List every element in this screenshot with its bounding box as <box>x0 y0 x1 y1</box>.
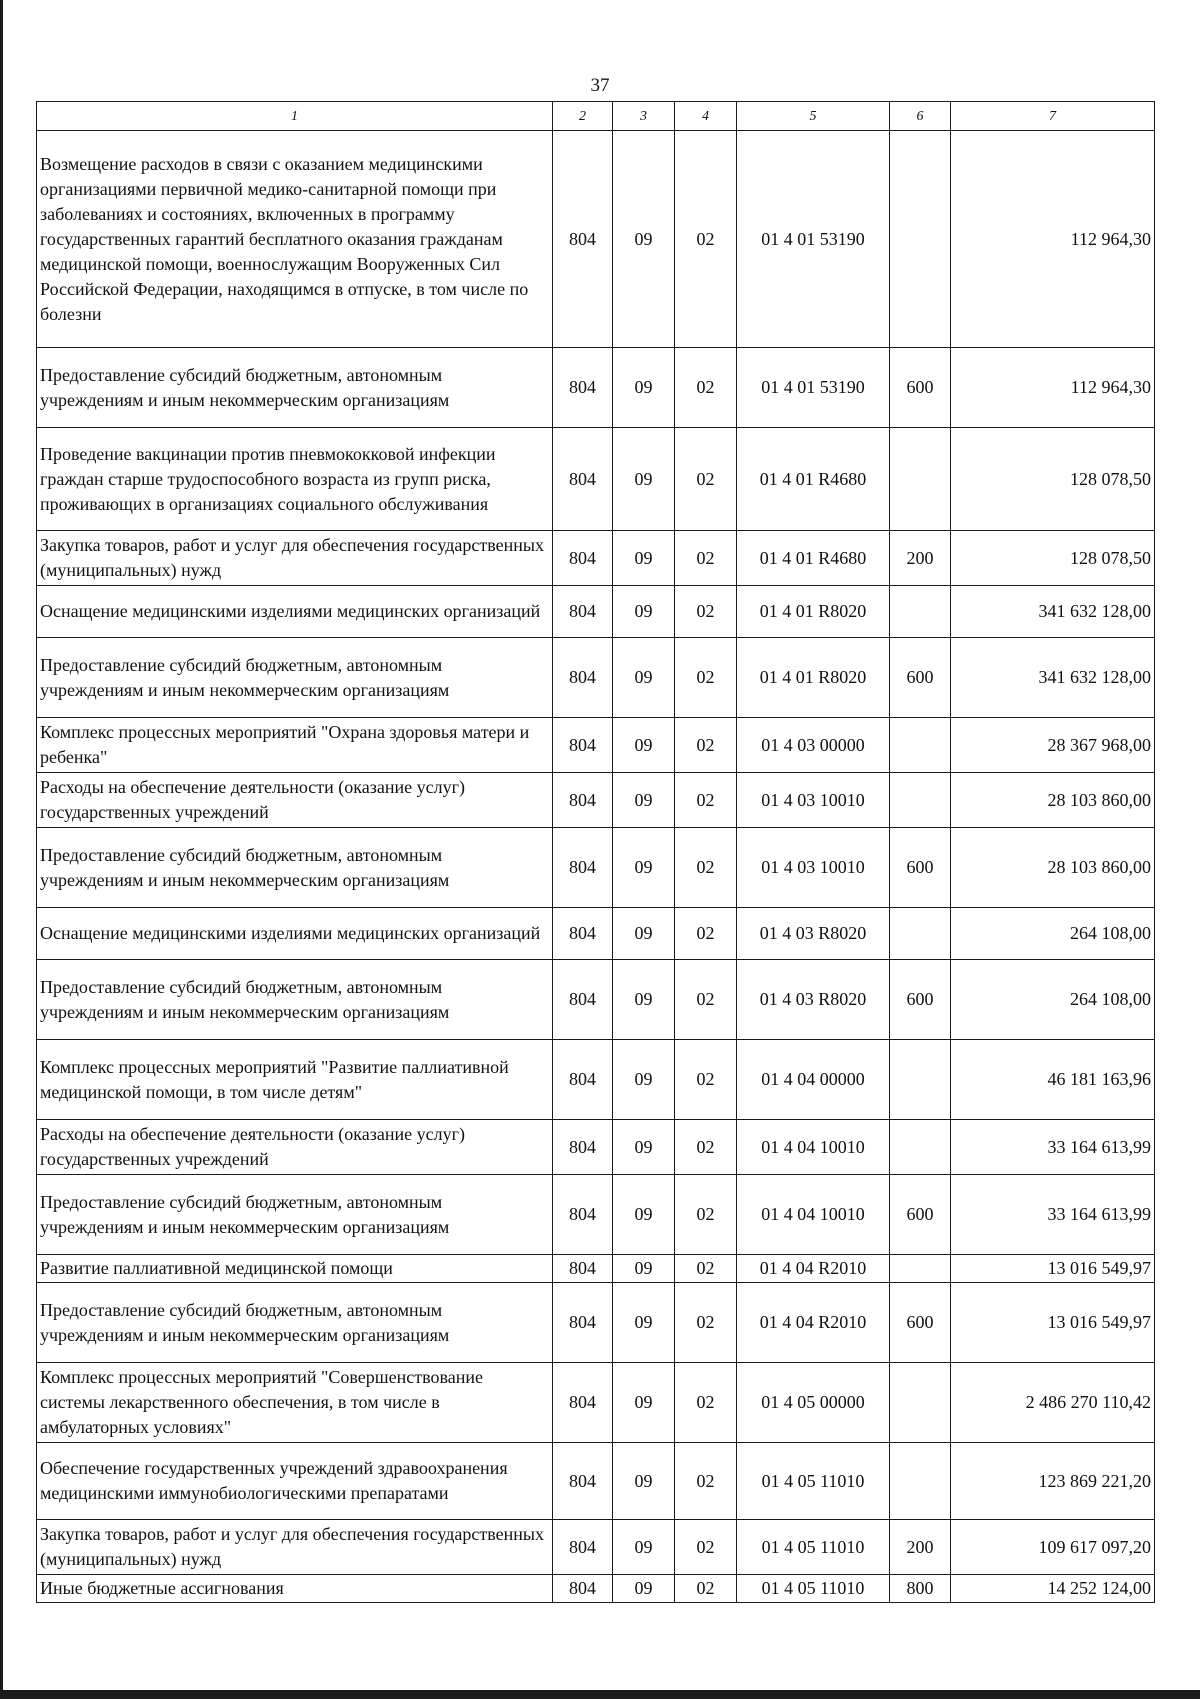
code-ministry: 804 <box>553 131 613 348</box>
code-expense-type: 600 <box>890 1175 951 1255</box>
code-ministry: 804 <box>553 1120 613 1175</box>
code-expense-type <box>890 428 951 531</box>
code-target-article: 01 4 03 00000 <box>737 718 890 773</box>
header-col-7: 7 <box>951 102 1155 131</box>
code-target-article: 01 4 05 11010 <box>737 1443 890 1520</box>
code-ministry: 804 <box>553 428 613 531</box>
code-section: 09 <box>613 531 675 586</box>
table-row <box>37 1443 1155 1520</box>
code-subsection: 02 <box>675 1283 737 1363</box>
budget-table <box>36 101 1155 1603</box>
code-expense-type: 600 <box>890 348 951 428</box>
table-row <box>37 428 1155 531</box>
expense-name: Возмещение расходов в связи с оказанием медицинскими организациями первичной медико-санитарной помощи при заболеваниях и состояниях, включенных в программу государственных гарантий бесплатного оказания гражданам медицинской помощи, военнослужащим Вооруженных Сил Российской Федерации, находящимся в отпуске, в том числе по болезни <box>37 131 553 348</box>
code-target-article: 01 4 01 R4680 <box>737 428 890 531</box>
code-expense-type: 200 <box>890 531 951 586</box>
code-section: 09 <box>613 1443 675 1520</box>
code-expense-type <box>890 1040 951 1120</box>
table-body <box>37 131 1155 1603</box>
code-subsection: 02 <box>675 1255 737 1283</box>
expense-name: Закупка товаров, работ и услуг для обеспечения государственных (муниципальных) нужд <box>37 1520 553 1575</box>
expense-name: Предоставление субсидий бюджетным, автономным учреждениям и иным некоммерческим организациям <box>37 638 553 718</box>
table-row <box>37 773 1155 828</box>
code-subsection: 02 <box>675 1575 737 1603</box>
amount: 341 632 128,00 <box>951 638 1155 718</box>
table-row <box>37 1575 1155 1603</box>
code-ministry: 804 <box>553 348 613 428</box>
table-row <box>37 1283 1155 1363</box>
header-col-4: 4 <box>675 102 737 131</box>
code-ministry: 804 <box>553 531 613 586</box>
code-section: 09 <box>613 718 675 773</box>
code-ministry: 804 <box>553 960 613 1040</box>
code-expense-type <box>890 586 951 638</box>
code-section: 09 <box>613 586 675 638</box>
amount: 2 486 270 110,42 <box>951 1363 1155 1443</box>
code-subsection: 02 <box>675 131 737 348</box>
code-subsection: 02 <box>675 531 737 586</box>
code-section: 09 <box>613 428 675 531</box>
scan-edge-left <box>0 0 3 1699</box>
code-expense-type: 600 <box>890 828 951 908</box>
expense-name: Проведение вакцинации против пневмококковой инфекции граждан старше трудоспособного возраста из групп риска, проживающих в организациях социального обслуживания <box>37 428 553 531</box>
amount: 14 252 124,00 <box>951 1575 1155 1603</box>
code-section: 09 <box>613 828 675 908</box>
code-subsection: 02 <box>675 718 737 773</box>
header-col-3: 3 <box>613 102 675 131</box>
code-expense-type <box>890 1255 951 1283</box>
code-section: 09 <box>613 960 675 1040</box>
expense-name: Расходы на обеспечение деятельности (оказание услуг) государственных учреждений <box>37 1120 553 1175</box>
code-target-article: 01 4 05 11010 <box>737 1520 890 1575</box>
code-expense-type <box>890 908 951 960</box>
code-target-article: 01 4 01 53190 <box>737 348 890 428</box>
code-section: 09 <box>613 1255 675 1283</box>
expense-name: Закупка товаров, работ и услуг для обеспечения государственных (муниципальных) нужд <box>37 531 553 586</box>
code-subsection: 02 <box>675 1443 737 1520</box>
expense-name: Обеспечение государственных учреждений здравоохранения медицинскими иммунобиологическими препаратами <box>37 1443 553 1520</box>
table-row <box>37 586 1155 638</box>
code-expense-type <box>890 773 951 828</box>
code-section: 09 <box>613 348 675 428</box>
code-target-article: 01 4 04 R2010 <box>737 1283 890 1363</box>
table-row <box>37 131 1155 348</box>
code-target-article: 01 4 03 R8020 <box>737 908 890 960</box>
code-target-article: 01 4 01 R4680 <box>737 531 890 586</box>
code-target-article: 01 4 05 11010 <box>737 1575 890 1603</box>
table-row <box>37 1255 1155 1283</box>
code-target-article: 01 4 01 53190 <box>737 131 890 348</box>
amount: 33 164 613,99 <box>951 1120 1155 1175</box>
code-expense-type: 800 <box>890 1575 951 1603</box>
expense-name: Расходы на обеспечение деятельности (оказание услуг) государственных учреждений <box>37 773 553 828</box>
code-subsection: 02 <box>675 828 737 908</box>
code-target-article: 01 4 03 10010 <box>737 773 890 828</box>
amount: 13 016 549,97 <box>951 1255 1155 1283</box>
amount: 123 869 221,20 <box>951 1443 1155 1520</box>
code-ministry: 804 <box>553 1283 613 1363</box>
header-row <box>37 102 1155 131</box>
code-target-article: 01 4 05 00000 <box>737 1363 890 1443</box>
header-col-6: 6 <box>890 102 951 131</box>
header-col-2: 2 <box>553 102 613 131</box>
scan-edge-bottom <box>0 1690 1200 1699</box>
table-row <box>37 1120 1155 1175</box>
code-expense-type: 600 <box>890 1283 951 1363</box>
amount: 264 108,00 <box>951 960 1155 1040</box>
expense-name: Предоставление субсидий бюджетным, автономным учреждениям и иным некоммерческим организациям <box>37 1283 553 1363</box>
code-subsection: 02 <box>675 1363 737 1443</box>
code-subsection: 02 <box>675 586 737 638</box>
table-row <box>37 718 1155 773</box>
code-subsection: 02 <box>675 428 737 531</box>
code-expense-type <box>890 718 951 773</box>
expense-name: Комплекс процессных мероприятий "Развитие паллиативной медицинской помощи, в том числе детям" <box>37 1040 553 1120</box>
header-col-5: 5 <box>737 102 890 131</box>
code-subsection: 02 <box>675 773 737 828</box>
amount: 28 367 968,00 <box>951 718 1155 773</box>
expense-name: Предоставление субсидий бюджетным, автономным учреждениям и иным некоммерческим организациям <box>37 348 553 428</box>
amount: 109 617 097,20 <box>951 1520 1155 1575</box>
table-header <box>37 102 1155 131</box>
header-col-1: 1 <box>37 102 553 131</box>
code-ministry: 804 <box>553 718 613 773</box>
code-target-article: 01 4 04 10010 <box>737 1175 890 1255</box>
code-expense-type <box>890 1120 951 1175</box>
code-expense-type <box>890 1363 951 1443</box>
expense-name: Предоставление субсидий бюджетным, автономным учреждениям и иным некоммерческим организациям <box>37 960 553 1040</box>
code-ministry: 804 <box>553 1363 613 1443</box>
code-expense-type: 200 <box>890 1520 951 1575</box>
code-section: 09 <box>613 773 675 828</box>
code-ministry: 804 <box>553 638 613 718</box>
code-ministry: 804 <box>553 773 613 828</box>
code-section: 09 <box>613 1175 675 1255</box>
table-row <box>37 828 1155 908</box>
code-subsection: 02 <box>675 638 737 718</box>
table-row <box>37 908 1155 960</box>
table-row <box>37 348 1155 428</box>
amount: 341 632 128,00 <box>951 586 1155 638</box>
amount: 128 078,50 <box>951 531 1155 586</box>
code-ministry: 804 <box>553 1575 613 1603</box>
code-ministry: 804 <box>553 1175 613 1255</box>
expense-name: Комплекс процессных мероприятий "Охрана здоровья матери и ребенка" <box>37 718 553 773</box>
code-target-article: 01 4 01 R8020 <box>737 586 890 638</box>
table-row <box>37 1175 1155 1255</box>
amount: 128 078,50 <box>951 428 1155 531</box>
code-target-article: 01 4 03 R8020 <box>737 960 890 1040</box>
amount: 112 964,30 <box>951 348 1155 428</box>
code-ministry: 804 <box>553 1520 613 1575</box>
code-expense-type <box>890 1443 951 1520</box>
expense-name: Иные бюджетные ассигнования <box>37 1575 553 1603</box>
code-ministry: 804 <box>553 586 613 638</box>
amount: 28 103 860,00 <box>951 773 1155 828</box>
code-ministry: 804 <box>553 1255 613 1283</box>
code-ministry: 804 <box>553 908 613 960</box>
code-subsection: 02 <box>675 1520 737 1575</box>
code-target-article: 01 4 01 R8020 <box>737 638 890 718</box>
table-row <box>37 1040 1155 1120</box>
amount: 28 103 860,00 <box>951 828 1155 908</box>
amount: 264 108,00 <box>951 908 1155 960</box>
table-row <box>37 1363 1155 1443</box>
code-section: 09 <box>613 908 675 960</box>
amount: 112 964,30 <box>951 131 1155 348</box>
code-section: 09 <box>613 131 675 348</box>
code-expense-type: 600 <box>890 638 951 718</box>
code-section: 09 <box>613 1283 675 1363</box>
table-row <box>37 531 1155 586</box>
table-row <box>37 1520 1155 1575</box>
amount: 33 164 613,99 <box>951 1175 1155 1255</box>
code-subsection: 02 <box>675 960 737 1040</box>
amount: 46 181 163,96 <box>951 1040 1155 1120</box>
page-number: 37 <box>590 75 610 96</box>
code-section: 09 <box>613 638 675 718</box>
code-section: 09 <box>613 1120 675 1175</box>
expense-name: Оснащение медицинскими изделиями медицинских организаций <box>37 908 553 960</box>
code-section: 09 <box>613 1040 675 1120</box>
expense-name: Развитие паллиативной медицинской помощи <box>37 1255 553 1283</box>
code-target-article: 01 4 04 10010 <box>737 1120 890 1175</box>
code-subsection: 02 <box>675 1120 737 1175</box>
code-subsection: 02 <box>675 1040 737 1120</box>
code-section: 09 <box>613 1363 675 1443</box>
amount: 13 016 549,97 <box>951 1283 1155 1363</box>
expense-name: Оснащение медицинскими изделиями медицинских организаций <box>37 586 553 638</box>
expense-name: Предоставление субсидий бюджетным, автономным учреждениям и иным некоммерческим организациям <box>37 1175 553 1255</box>
expense-name: Предоставление субсидий бюджетным, автономным учреждениям и иным некоммерческим организациям <box>37 828 553 908</box>
code-target-article: 01 4 04 00000 <box>737 1040 890 1120</box>
code-target-article: 01 4 03 10010 <box>737 828 890 908</box>
code-subsection: 02 <box>675 908 737 960</box>
table-row <box>37 960 1155 1040</box>
code-subsection: 02 <box>675 1175 737 1255</box>
code-expense-type <box>890 131 951 348</box>
code-ministry: 804 <box>553 828 613 908</box>
table-row <box>37 638 1155 718</box>
code-section: 09 <box>613 1575 675 1603</box>
code-section: 09 <box>613 1520 675 1575</box>
code-subsection: 02 <box>675 348 737 428</box>
expense-name: Комплекс процессных мероприятий "Совершенствование системы лекарственного обеспечения, в том числе в амбулаторных условиях" <box>37 1363 553 1443</box>
code-target-article: 01 4 04 R2010 <box>737 1255 890 1283</box>
code-ministry: 804 <box>553 1443 613 1520</box>
code-expense-type: 600 <box>890 960 951 1040</box>
code-ministry: 804 <box>553 1040 613 1120</box>
